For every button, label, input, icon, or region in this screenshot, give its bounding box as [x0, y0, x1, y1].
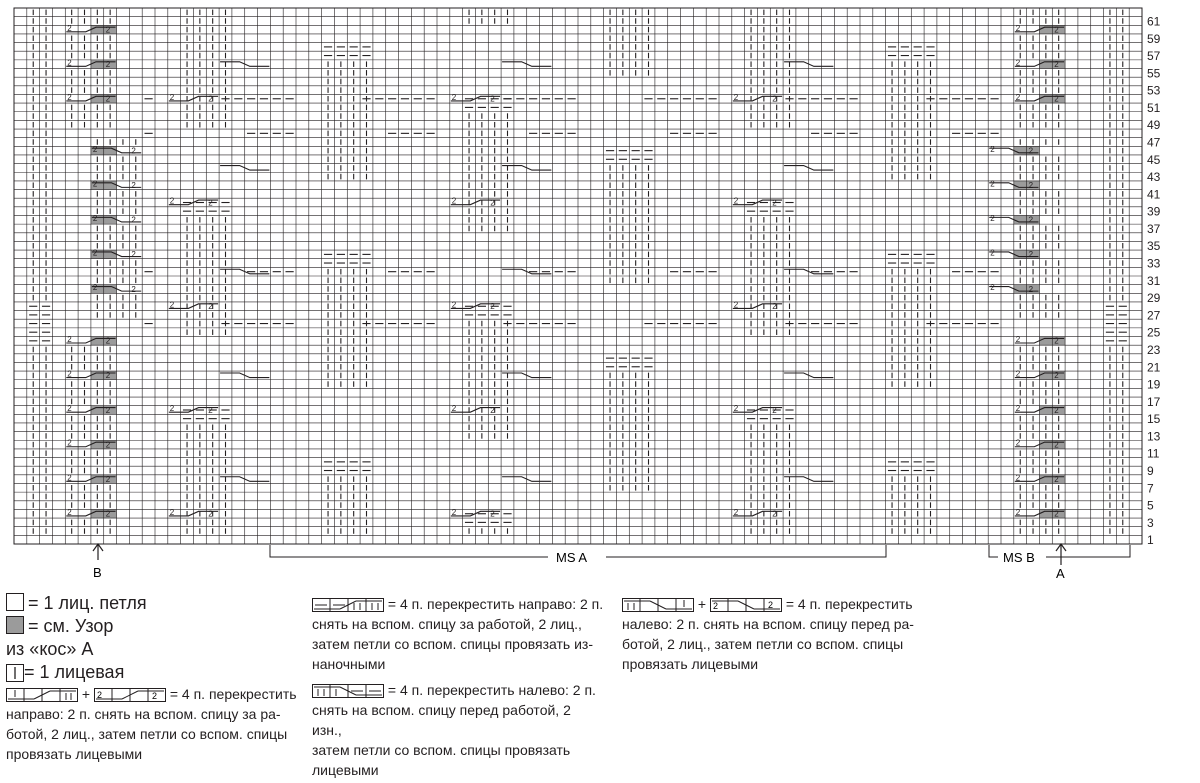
cable-number: 2: [1015, 335, 1021, 344]
row-label: 45: [1147, 152, 1161, 167]
cable-number: 2: [169, 300, 175, 310]
legend-shaded-line2: из «кос» А: [6, 639, 94, 659]
cable-number: 2: [1054, 440, 1059, 450]
cable-number: 2: [1015, 58, 1021, 68]
cable-number: 2: [67, 438, 72, 448]
cable-number: 2: [1054, 60, 1059, 69]
cable-number: 2: [92, 179, 98, 189]
cable-number: 2: [67, 58, 72, 68]
legend-column-2: [312, 594, 604, 780]
cable-number: 2: [169, 196, 175, 206]
row-label: 27: [1147, 308, 1161, 323]
cable-number: 2: [105, 405, 111, 415]
cable-number: 2: [490, 509, 495, 519]
cable-number: 2: [772, 198, 777, 208]
row-label: 55: [1147, 66, 1161, 81]
cable-number: 2: [67, 507, 72, 517]
cable-number: 2: [772, 405, 777, 415]
row-label: 49: [1147, 118, 1161, 133]
cable-number: 2: [451, 196, 457, 206]
cable-number: 2: [92, 214, 98, 223]
cross-left-purl-icon: [312, 684, 384, 698]
cable-number: 2: [67, 369, 72, 379]
cable-number: 2: [208, 94, 213, 104]
cable-number: 2: [92, 283, 98, 293]
svg-text:2: 2: [712, 601, 718, 612]
row-label: 7: [1147, 481, 1154, 496]
cable-number: 2: [105, 336, 111, 346]
cable-number: 2: [1054, 509, 1059, 519]
cable-number: 2: [105, 25, 111, 35]
cable-number: 2: [1028, 284, 1034, 294]
row-label: 25: [1147, 325, 1161, 340]
cable-number: 2: [451, 92, 457, 102]
cable-number: 2: [733, 300, 739, 310]
cable-number: 2: [733, 404, 739, 414]
legend-column-3: [622, 594, 922, 674]
cable-number: 2: [990, 248, 995, 258]
ms-a-label: MS A: [556, 550, 588, 565]
legend-knit-stitch: = 1 лиц. петля: [6, 592, 296, 615]
row-label: 59: [1147, 31, 1161, 46]
row-label: 51: [1147, 100, 1161, 115]
cable-number: 2: [67, 404, 72, 414]
cable-number: 2: [733, 92, 739, 102]
row-label: 9: [1147, 464, 1154, 478]
row-label: 37: [1147, 222, 1161, 236]
cable-number: 2: [131, 250, 136, 260]
cable-number: 2: [1054, 371, 1059, 381]
cable-number: 2: [1054, 405, 1059, 415]
cable-number: 2: [105, 475, 111, 484]
row-label: 57: [1147, 49, 1161, 63]
cable-number: 2: [990, 144, 995, 154]
row-label: 1: [1147, 533, 1154, 548]
cross-left-number-icon: [710, 598, 782, 612]
cable-number: 2: [131, 181, 136, 190]
marker-a-label: A: [1056, 566, 1065, 581]
svg-text:2: 2: [96, 690, 102, 701]
row-label: 47: [1147, 135, 1161, 150]
cable-number: 2: [772, 509, 777, 519]
cable-number: 2: [105, 94, 111, 104]
cable-number: 2: [1028, 250, 1034, 260]
cable-number: 2: [772, 302, 777, 312]
cable-number: 2: [451, 300, 457, 310]
cable-number: 2: [990, 179, 995, 189]
row-label: 19: [1147, 377, 1161, 392]
cable-number: 2: [1015, 369, 1021, 379]
row-label: 21: [1147, 360, 1161, 375]
row-label: 17: [1147, 394, 1161, 409]
cable-number: 2: [990, 283, 995, 293]
cable-number: 2: [131, 146, 136, 156]
cable-number: 2: [1015, 438, 1021, 448]
cross-right-number-icon: [94, 688, 166, 702]
marker-b-label: B: [93, 565, 102, 580]
row-label: 31: [1147, 273, 1161, 288]
ms-b-label: MS B: [1003, 550, 1035, 565]
cable-number: 2: [490, 94, 495, 104]
row-label: 23: [1147, 343, 1161, 357]
gray-cell-icon: [6, 616, 24, 634]
cable-number: 2: [990, 214, 995, 223]
cable-number: 2: [451, 507, 457, 517]
cable-number: 2: [208, 405, 213, 415]
grid-lines: [14, 8, 1142, 544]
cross-right-symbol-icon: [6, 688, 78, 702]
cable-number: 2: [92, 248, 98, 258]
cable-number: 2: [105, 509, 111, 519]
cable-number: 2: [1015, 473, 1021, 483]
cable-number: 2: [1054, 25, 1059, 35]
row-label: 43: [1147, 170, 1161, 185]
row-label: 41: [1147, 187, 1161, 202]
cable-number: 2: [1028, 146, 1034, 156]
row-label: 11: [1147, 446, 1160, 461]
cable-number: 2: [67, 92, 72, 102]
cable-number: 2: [169, 92, 175, 102]
cable-number: 2: [169, 507, 175, 517]
legend-column-1: [6, 592, 296, 764]
cable-number: 2: [451, 404, 457, 414]
cross-left-symbol-icon: [622, 598, 694, 612]
legend-knit-symbol: = 1 лицевая: [6, 661, 296, 684]
cable-number: 2: [169, 404, 175, 414]
cable-number: 2: [208, 302, 213, 312]
cable-number: 2: [67, 335, 72, 344]
row-label: 5: [1147, 498, 1154, 513]
row-label: 3: [1147, 515, 1154, 530]
cable-number: 2: [1054, 94, 1059, 104]
empty-cell-icon: [6, 593, 24, 611]
cable-number: 2: [733, 507, 739, 517]
cable-number: 2: [490, 198, 495, 208]
cable-number: 2: [208, 198, 213, 208]
cable-number: 2: [490, 302, 495, 312]
bottom-markers: [93, 544, 1130, 581]
row-label: 61: [1147, 14, 1161, 29]
svg-text:2: 2: [151, 691, 157, 702]
legend-cross-right-knit: + 2 2 = 4 п. перекрестить направо: 2 п. снять на вспом. спицу за ра- ботой, 2 лиц., затем петли со вспом. спицы провязать лицевыми: [6, 686, 297, 762]
cable-number: 2: [1015, 92, 1021, 102]
row-label: 39: [1147, 204, 1161, 219]
legend-cross-right-purl: = 4 п. перекрестить направо: 2 п. снять на вспом. спицу за работой, 2 лиц., затем петли со вспом. спицы провязать из- наночными: [312, 596, 604, 672]
chart-grid: [14, 8, 1142, 544]
cable-number: 2: [92, 144, 98, 154]
cable-number: 2: [105, 60, 111, 69]
legend-cross-left-purl: = 4 п. перекрестить налево: 2 п. снять на вспом. спицу перед работой, 2 изн., затем петли со вспом. спицы провязать лицевыми: [312, 682, 596, 778]
cable-number: 2: [1028, 181, 1034, 190]
row-label: 29: [1147, 291, 1161, 306]
cable-number: 2: [1015, 404, 1021, 414]
cable-number: 2: [1015, 23, 1021, 33]
legend-cross-left-knit: + 2 2 = 4 п. перекрестить налево: 2 п. снять на вспом. спицу перед ра- ботой, 2 лиц., затем петли со вспом. спицы провязать лицевыми: [622, 596, 914, 672]
cable-number: 2: [1028, 215, 1034, 225]
cable-number: 2: [208, 509, 213, 519]
cable-number: 2: [67, 23, 72, 33]
row-label: 13: [1147, 429, 1161, 444]
row-label: 33: [1147, 256, 1161, 271]
cross-right-purl-icon: [312, 598, 384, 612]
cable-number: 2: [105, 371, 111, 381]
cable-number: 2: [490, 405, 495, 415]
row-label: 35: [1147, 239, 1161, 254]
knit-symbol-icon: [6, 664, 24, 682]
cable-number: 2: [1015, 507, 1021, 517]
cable-number: 2: [131, 284, 136, 294]
row-label: 53: [1147, 83, 1161, 98]
svg-text:2: 2: [767, 600, 773, 611]
cable-number: 2: [105, 440, 111, 450]
row-number-labels: [1147, 15, 1161, 548]
cable-number: 2: [1054, 336, 1059, 346]
row-label: 15: [1147, 412, 1161, 427]
cable-number: 2: [131, 215, 136, 225]
cable-number: 2: [733, 196, 739, 206]
cable-number: 2: [67, 473, 72, 483]
cable-number: 2: [1054, 475, 1059, 484]
legend-shaded: = см. Узор: [6, 615, 296, 638]
cable-number: 2: [772, 94, 777, 104]
